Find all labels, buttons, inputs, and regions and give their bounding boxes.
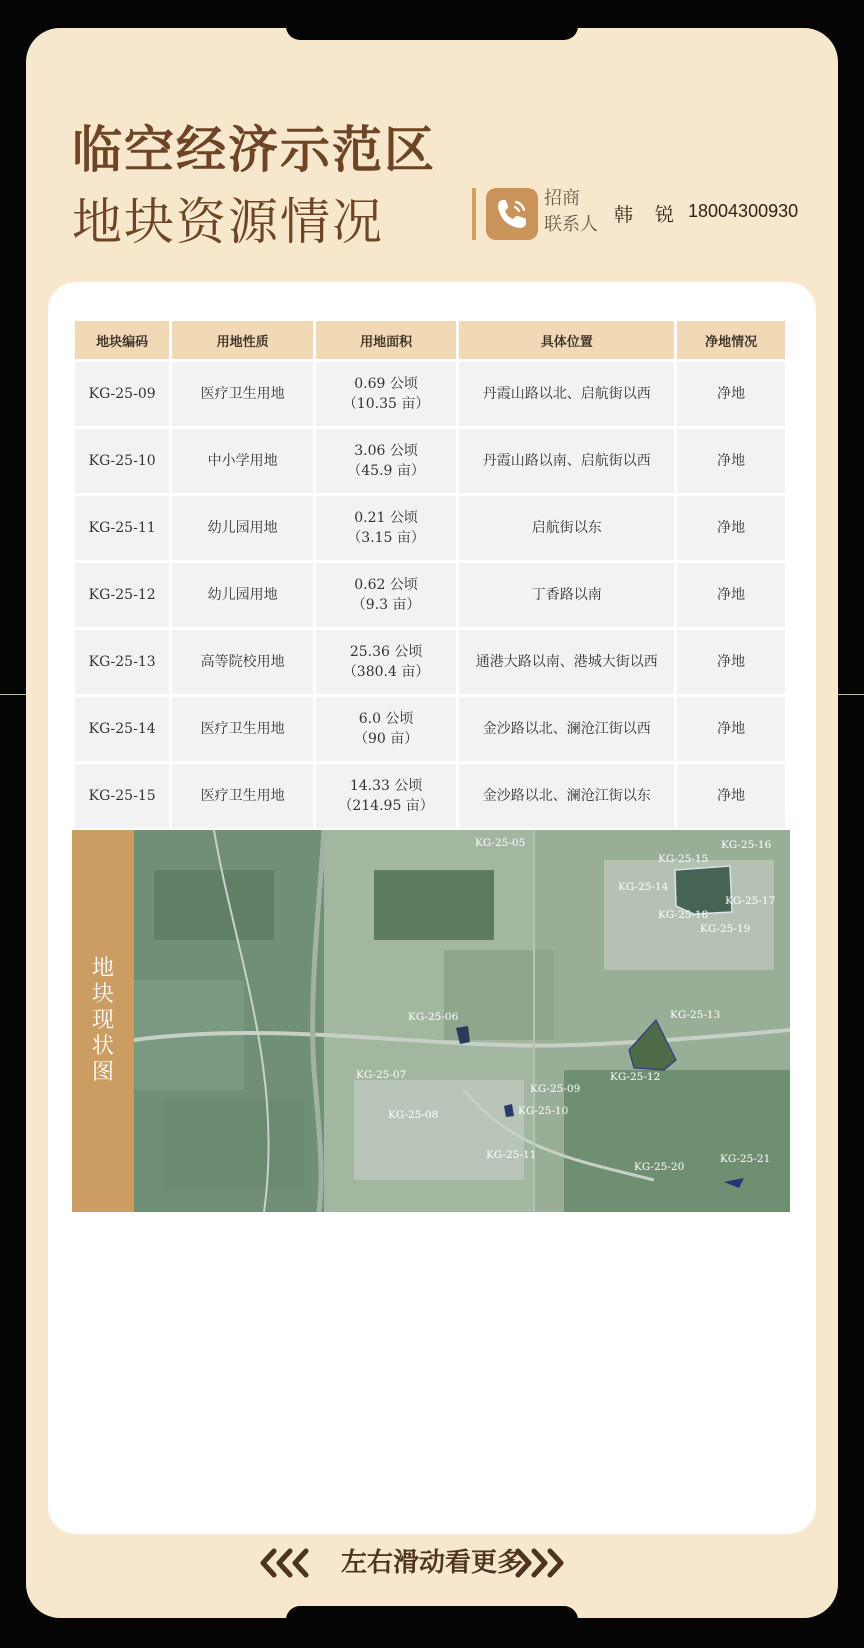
table-row	[75, 362, 785, 426]
area-mu: （3.15 亩）	[347, 530, 425, 546]
map-label-kg-25-20: KG-25-20	[634, 1161, 685, 1173]
cell-use: 医疗卫生用地	[172, 697, 313, 761]
cell-code: KG-25-09	[75, 362, 169, 426]
cell-code: KG-25-15	[75, 764, 169, 828]
area-hectare: 0.21 公顷	[354, 510, 418, 526]
cell-use: 医疗卫生用地	[172, 764, 313, 828]
area-mu: （45.9 亩）	[347, 463, 425, 479]
area-mu: （10.35 亩）	[342, 396, 430, 412]
map-label-kg-25-17: KG-25-17	[725, 895, 776, 907]
plot-table	[72, 318, 788, 831]
map-label-kg-25-21: KG-25-21	[720, 1153, 771, 1165]
cell-code: KG-25-11	[75, 496, 169, 560]
chevrons-right-icon	[512, 1548, 566, 1578]
info-card	[26, 28, 838, 1618]
divider-right	[838, 694, 864, 695]
cell-status: 净地	[677, 563, 785, 627]
cell-location: 启航街以东	[459, 496, 674, 560]
map-label-kg-25-14: KG-25-14	[618, 881, 669, 893]
map-side-tab	[72, 830, 134, 1212]
cell-use: 中小学用地	[172, 429, 313, 493]
divider-left	[0, 694, 26, 695]
map-label-kg-25-11: KG-25-11	[486, 1149, 537, 1161]
cell-code: KG-25-12	[75, 563, 169, 627]
cell-area	[316, 429, 456, 493]
cell-area	[316, 362, 456, 426]
card-notch-top	[286, 28, 578, 40]
map-label-kg-25-06: KG-25-06	[408, 1011, 459, 1023]
map-side-label: 地块现状图	[91, 956, 114, 1085]
cell-area	[316, 496, 456, 560]
page-title: 临空经济示范区	[72, 121, 436, 179]
contact-label	[544, 186, 598, 238]
map-label-kg-25-19: KG-25-19	[700, 923, 751, 935]
table-row	[75, 429, 785, 493]
cell-area	[316, 697, 456, 761]
cell-status: 净地	[677, 362, 785, 426]
cell-code: KG-25-14	[75, 697, 169, 761]
swipe-hint-text: 左右滑动看更多	[340, 1548, 523, 1578]
column-header-location: 具体位置	[459, 321, 674, 359]
cell-status: 净地	[677, 630, 785, 694]
map-label-kg-25-16: KG-25-16	[721, 839, 772, 851]
map-label-kg-25-18: KG-25-18	[658, 909, 709, 921]
cell-use: 高等院校用地	[172, 630, 313, 694]
chevrons-left-icon	[258, 1548, 312, 1578]
page-subtitle: 地块资源情况	[72, 193, 384, 251]
contact-divider	[472, 188, 476, 240]
cell-code: KG-25-10	[75, 429, 169, 493]
area-hectare: 3.06 公顷	[354, 443, 418, 459]
cell-area	[316, 630, 456, 694]
contact-name: 韩 锐	[614, 204, 683, 226]
cell-location: 金沙路以北、澜沧江街以西	[459, 697, 674, 761]
cell-location: 通港大路以南、港城大街以西	[459, 630, 674, 694]
cell-status: 净地	[677, 429, 785, 493]
table-header-row	[75, 321, 785, 359]
cell-status: 净地	[677, 764, 785, 828]
contact-label-line2: 联系人	[544, 214, 598, 235]
area-hectare: 0.69 公顷	[354, 376, 418, 392]
area-mu: （9.3 亩）	[351, 597, 421, 613]
cell-area	[316, 563, 456, 627]
cell-location: 丁香路以南	[459, 563, 674, 627]
area-mu: （90 亩）	[353, 731, 419, 747]
column-header-code: 地块编码	[75, 321, 169, 359]
cell-use: 幼儿园用地	[172, 563, 313, 627]
column-header-status: 净地情况	[677, 321, 785, 359]
cell-code: KG-25-13	[75, 630, 169, 694]
area-mu: （214.95 亩）	[338, 798, 434, 814]
area-hectare: 14.33 公顷	[349, 778, 423, 794]
phone-icon[interactable]	[486, 188, 538, 240]
card-notch-bottom	[286, 1606, 578, 1618]
contact-phone[interactable]: 18004300930	[688, 201, 799, 221]
column-header-use: 用地性质	[172, 321, 313, 359]
plot-map	[72, 830, 790, 1212]
map-label-kg-25-15: KG-25-15	[658, 853, 709, 865]
cell-status: 净地	[677, 697, 785, 761]
cell-status: 净地	[677, 496, 785, 560]
satellite-map-image	[134, 830, 790, 1212]
map-label-kg-25-09: KG-25-09	[530, 1083, 581, 1095]
table-row	[75, 496, 785, 560]
content-panel	[48, 282, 816, 1534]
area-hectare: 0.62 公顷	[354, 577, 418, 593]
map-label-kg-25-08: KG-25-08	[388, 1109, 439, 1121]
map-label-kg-25-07: KG-25-07	[356, 1069, 407, 1081]
area-mu: （380.4 亩）	[342, 664, 430, 680]
swipe-hint[interactable]	[26, 1538, 838, 1588]
map-label-kg-25-05: KG-25-05	[475, 837, 526, 849]
area-hectare: 25.36 公顷	[349, 644, 423, 660]
map-label-kg-25-10: KG-25-10	[518, 1105, 569, 1117]
map-label-kg-25-12: KG-25-12	[610, 1071, 661, 1083]
cell-use: 医疗卫生用地	[172, 362, 313, 426]
table-row	[75, 630, 785, 694]
area-hectare: 6.0 公顷	[358, 711, 414, 727]
column-header-area: 用地面积	[316, 321, 456, 359]
cell-location: 丹霞山路以南、启航街以西	[459, 429, 674, 493]
table-row	[75, 697, 785, 761]
satellite-map	[134, 830, 790, 1212]
contact-label-line1: 招商	[544, 188, 580, 209]
table-row	[75, 563, 785, 627]
cell-area	[316, 764, 456, 828]
cell-use: 幼儿园用地	[172, 496, 313, 560]
table-row	[75, 764, 785, 828]
cell-location: 金沙路以北、澜沧江街以东	[459, 764, 674, 828]
map-label-kg-25-13: KG-25-13	[670, 1009, 721, 1021]
cell-location: 丹霞山路以北、启航街以西	[459, 362, 674, 426]
